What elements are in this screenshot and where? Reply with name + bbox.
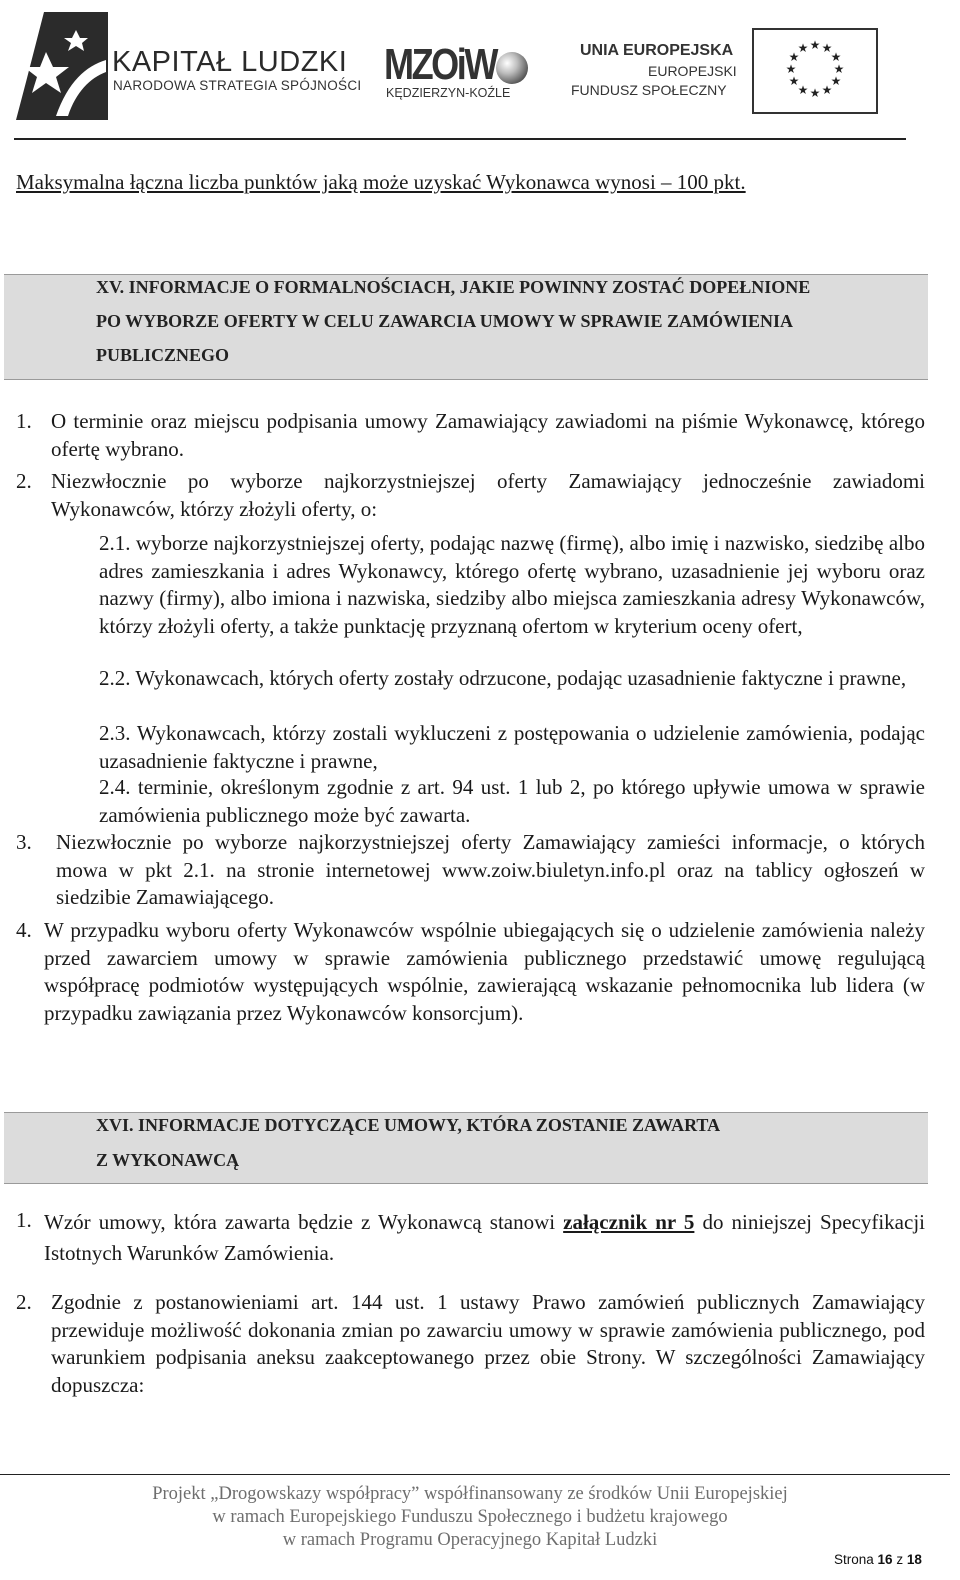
svg-text:★: ★ [788, 74, 800, 88]
page-total: 18 [906, 1552, 922, 1567]
footer-divider [0, 1474, 950, 1475]
item-number: 4. [16, 918, 32, 942]
kapital-ludzki-subtitle: NARODOWA STRATEGIA SPÓJNOŚCI [113, 78, 362, 93]
section-xv-item-2-4: 2.4. terminie, określonym zgodnie z art. 94 ust. 1 lub 2, po którego upływie umowa w sprawie zamówienia publicznego może być zawarta. [99, 775, 925, 827]
section-xv-item-3: Niezwłocznie po wyborze najkorzystniejszej oferty Zamawiający zamieści informacje, o których mowa w pkt 2.1. na stronie internetowej www.zoiw.biuletyn.info.pl oraz na tablicy ogłoszeń w siedzibie Zamawiającego. [56, 830, 925, 909]
section-xv-item-2-2: 2.2. Wykonawcach, których oferty zostały odrzucone, podając uzasadnienie faktyczne i prawne, [99, 666, 907, 690]
eu-line3: FUNDUSZ SPOŁECZNY [571, 82, 727, 98]
footer-line-1: Projekt „Drogowskazy współpracy” współfinansowany ze środków Unii Europejskiej [152, 1484, 788, 1504]
page-label: Strona [834, 1552, 874, 1567]
svg-text:★: ★ [785, 62, 797, 76]
eu-title: UNIA EUROPEJSKA [580, 42, 734, 59]
eu-line2: EUROPEJSKI [648, 63, 737, 79]
svg-text:★: ★ [821, 83, 833, 97]
item-number: 1. [16, 409, 32, 433]
svg-text:★: ★ [797, 83, 809, 97]
footer-line-3: w ramach Programu Operacyjnego Kapitał Ludzki [282, 1530, 658, 1550]
page-current: 16 [877, 1552, 893, 1567]
section-xv-item-2-3: 2.3. Wykonawcach, którzy zostali wykluczeni z postępowania o udzielenie zamówienia, podając uzasadnienie faktyczne i prawne, [99, 721, 925, 773]
section-xv-item-4: W przypadku wyboru oferty Wykonawców wspólnie ubiegających się o udzielenie zamówienia należy przed zawarciem umowy w sprawie zamówienia publicznego przedstawić umowę regulującą współpracę podmiotów występujących wspólnie, zawierającą wskazanie pełnomocnika lub lidera (w przypadku zawiązania przez Wykonawców konsorcjum). [44, 918, 925, 1025]
svg-text:★: ★ [797, 41, 809, 55]
section-xvi-item-2: Zgodnie z postanowieniami art. 144 ust. 1 ustawy Prawo zamówień publicznych Zamawiający przewiduje możliwość dokonania zmian po zawarciu umowy w sprawie zamówienia publicznego, pod warunkiem podpisania aneksu zaakceptowanego przez obie Strony. W szczególności Zamawiający dopuszcza: [51, 1290, 925, 1397]
footer-line-2: w ramach Europejskiego Funduszu Społecznego i budżetu krajowego [212, 1507, 728, 1527]
header-divider [14, 138, 906, 140]
page-number [834, 1552, 922, 1567]
svg-text:★: ★ [809, 86, 821, 100]
mzoiw-sphere-icon [496, 52, 528, 84]
mzoiw-subtitle: KĘDZIERZYN-KOŹLE [386, 86, 511, 100]
kapital-ludzki-logo-icon [16, 12, 108, 120]
svg-text:★: ★ [788, 50, 800, 64]
max-points-note: Maksymalna łączna liczba punktów jaką może uzyskać Wykonawca wynosi – 100 pkt. [16, 170, 746, 194]
page-header [0, 0, 960, 140]
svg-text:★: ★ [821, 41, 833, 55]
section-xv-heading-line3: PUBLICZNEGO [96, 345, 230, 365]
section-xv-heading-line2: PO WYBORZE OFERTY W CELU ZAWARCIA UMOWY W SPRAWIE ZAMÓWIENIA [96, 311, 793, 331]
mzoiw-logo-text: MZOiW [384, 40, 496, 89]
section-xvi-heading-line2: Z WYKONAWCĄ [96, 1150, 240, 1170]
section-xv-item-2: Niezwłocznie po wyborze najkorzystniejszej oferty Zamawiający jednocześnie zawiadomi Wykonawców, którzy złożyli oferty, o: [51, 469, 925, 521]
attachment-5-link[interactable]: załącznik nr 5 [563, 1210, 695, 1234]
item-number: 1. [16, 1208, 32, 1232]
section-xvi-heading-line1: XVI. INFORMACJE DOTYCZĄCE UMOWY, KTÓRA ZOSTANIE ZAWARTA [96, 1115, 721, 1135]
section-xvi-item-1 [44, 1207, 925, 1269]
item-number: 2. [16, 1290, 32, 1314]
svg-text:★: ★ [809, 38, 821, 52]
svg-text:★: ★ [830, 74, 842, 88]
item-text: do niniejszej Specyfikacji Istotnych Warunków Zamówienia. [44, 1210, 925, 1265]
item-text: Wzór umowy, która zawarta będzie z Wykonawcą stanowi [44, 1210, 564, 1234]
section-xv-heading-line1: XV. INFORMACJE O FORMALNOŚCIACH, JAKIE POWINNY ZOSTAĆ DOPEŁNIONE [96, 277, 811, 297]
kapital-ludzki-title: KAPITAŁ LUDZKI [112, 46, 348, 78]
item-number: 2. [16, 469, 32, 493]
section-xv-item-1: O terminie oraz miejscu podpisania umowy Zamawiający zawiadomi na piśmie Wykonawcę, którego ofertę wybrano. [51, 409, 925, 461]
page-sep: z [896, 1552, 904, 1567]
svg-text:★: ★ [833, 62, 845, 76]
svg-text:★: ★ [830, 50, 842, 64]
eu-flag-icon [752, 28, 878, 114]
section-xv-item-2-1: 2.1. wyborze najkorzystniejszej oferty, podając nazwę (firmę), albo imię i nazwisko, siedzibę albo adres zamieszkania i adres Wykonawcy, którego ofertę wybrano, uzasadnienie jej wyboru oraz nazwy (firmy), albo imiona i nazwiska, siedziby albo miejsca zamieszkania adresy Wykonawców, którzy złożyli oferty, a także punktację przyznaną ofertom w kryterium oceny ofert, [99, 531, 925, 638]
item-number: 3. [16, 830, 32, 854]
